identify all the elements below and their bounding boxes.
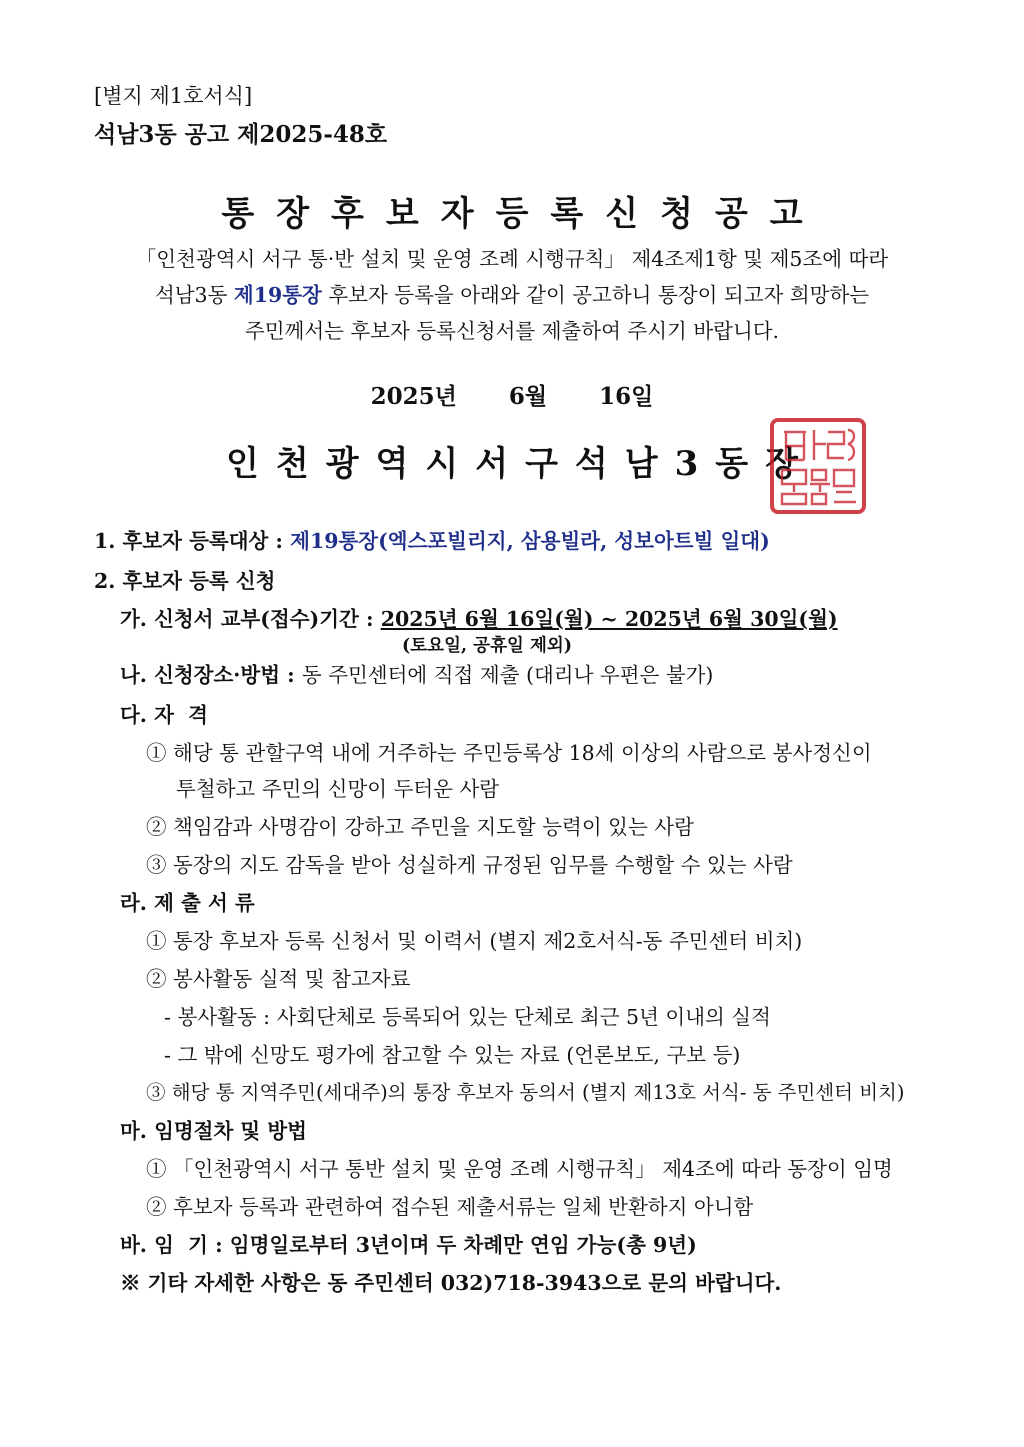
- appointment-1: ① 「인천광역시 서구 통반 설치 및 운영 조례 시행규칙」 제4조에 따라 동장이 임명: [146, 1157, 893, 1181]
- appointment-2: ② 후보자 등록과 관련하여 접수된 제출서류는 일체 반환하지 아니함: [146, 1195, 754, 1219]
- item-period-value: 2025년 6월 16일(월) ~ 2025년 6월 30일(월): [380, 607, 838, 631]
- item-qualification-label: 다. 자 격: [120, 703, 208, 727]
- item-place-value: 동 주민센터에 직접 제출 (대리나 우편은 불가): [301, 663, 714, 687]
- intro-line-2-pre: 석남3동: [154, 283, 234, 307]
- item-term: 바. 임 기 : 임명일로부터 3년이며 두 차례만 연임 가능(총 9년): [120, 1233, 697, 1257]
- item-period-label: 가. 신청서 교부(접수)기간 :: [120, 607, 381, 631]
- document-2a: - 봉사활동 : 사회단체로 등록되어 있는 단체로 최근 5년 이내의 실적: [164, 1005, 771, 1029]
- form-label: [별지 제1호서식]: [94, 84, 253, 108]
- qualification-2: ② 책임감과 사명감이 강하고 주민을 지도할 능력이 있는 사람: [146, 815, 694, 839]
- intro-line-2: [60, 276, 964, 314]
- qualification-1: ① 해당 통 관할구역 내에 거주하는 주민등록상 18세 이상의 사람으로 봉사정신이: [146, 741, 872, 765]
- item-target: [94, 526, 770, 556]
- item-place-label: 나. 신청장소·방법 :: [120, 663, 302, 687]
- document-3: ③ 해당 통 지역주민(세대주)의 통장 후보자 동의서 (별지 제13호 서식- 동 주민센터 비치): [146, 1081, 905, 1104]
- seal-glyph-icon: [774, 422, 862, 510]
- date-year: 2025년: [370, 383, 457, 410]
- document-2: ② 봉사활동 실적 및 참고자료: [146, 967, 411, 991]
- item-documents-label: 라. 제 출 서 류: [120, 891, 255, 915]
- date-day: 16일: [599, 383, 654, 410]
- item-period-note: (토요일, 공휴일 제외): [402, 636, 573, 656]
- date-month: 6월: [508, 383, 548, 410]
- qualification-3: ③ 동장의 지도 감독을 받아 성실하게 규정된 임무를 수행할 수 있는 사람: [146, 853, 793, 877]
- document-1: ① 통장 후보자 등록 신청서 및 이력서 (별지 제2호서식-동 주민센터 비치): [146, 929, 803, 953]
- contact-note: ※ 기타 자세한 사항은 동 주민센터 032)718-3943으로 문의 바랍니다.: [120, 1271, 782, 1295]
- notice-date: [0, 378, 1024, 411]
- item-period: [120, 604, 838, 634]
- intro-highlight: 제19통장: [233, 283, 322, 307]
- qualification-1-cont: 투철하고 주민의 신망이 두터운 사람: [176, 777, 500, 801]
- issuer-name: 인천광역시서구석남3동장: [226, 444, 815, 484]
- item-target-value: 제19통장(엑스포빌리지, 삼용빌라, 성보아트빌 일대): [290, 529, 770, 553]
- intro-line-2-post: 후보자 등록을 아래와 같이 공고하니 통장이 되고자 희망하는: [321, 283, 870, 307]
- item-place: [120, 660, 713, 690]
- notice-number: 석남3동 공고 제2025-48호: [94, 121, 388, 148]
- intro-line-3: 주민께서는 후보자 등록신청서를 제출하여 주시기 바랍니다.: [244, 319, 780, 343]
- page-title: 통장후보자등록신청공고: [221, 194, 825, 234]
- intro-line-1: 「인천광역시 서구 통·반 설치 및 운영 조례 시행규칙」 제4조제1항 및 제5조에 따라: [135, 247, 889, 271]
- official-seal: [770, 418, 866, 514]
- item-target-label: 1. 후보자 등록대상 :: [94, 529, 291, 553]
- document-2b: - 그 밖에 신망도 평가에 참고할 수 있는 자료 (언론보도, 구보 등): [164, 1043, 741, 1067]
- item-application-label: 2. 후보자 등록 신청: [94, 569, 276, 593]
- item-appointment-label: 마. 임명절차 및 방법: [120, 1119, 307, 1143]
